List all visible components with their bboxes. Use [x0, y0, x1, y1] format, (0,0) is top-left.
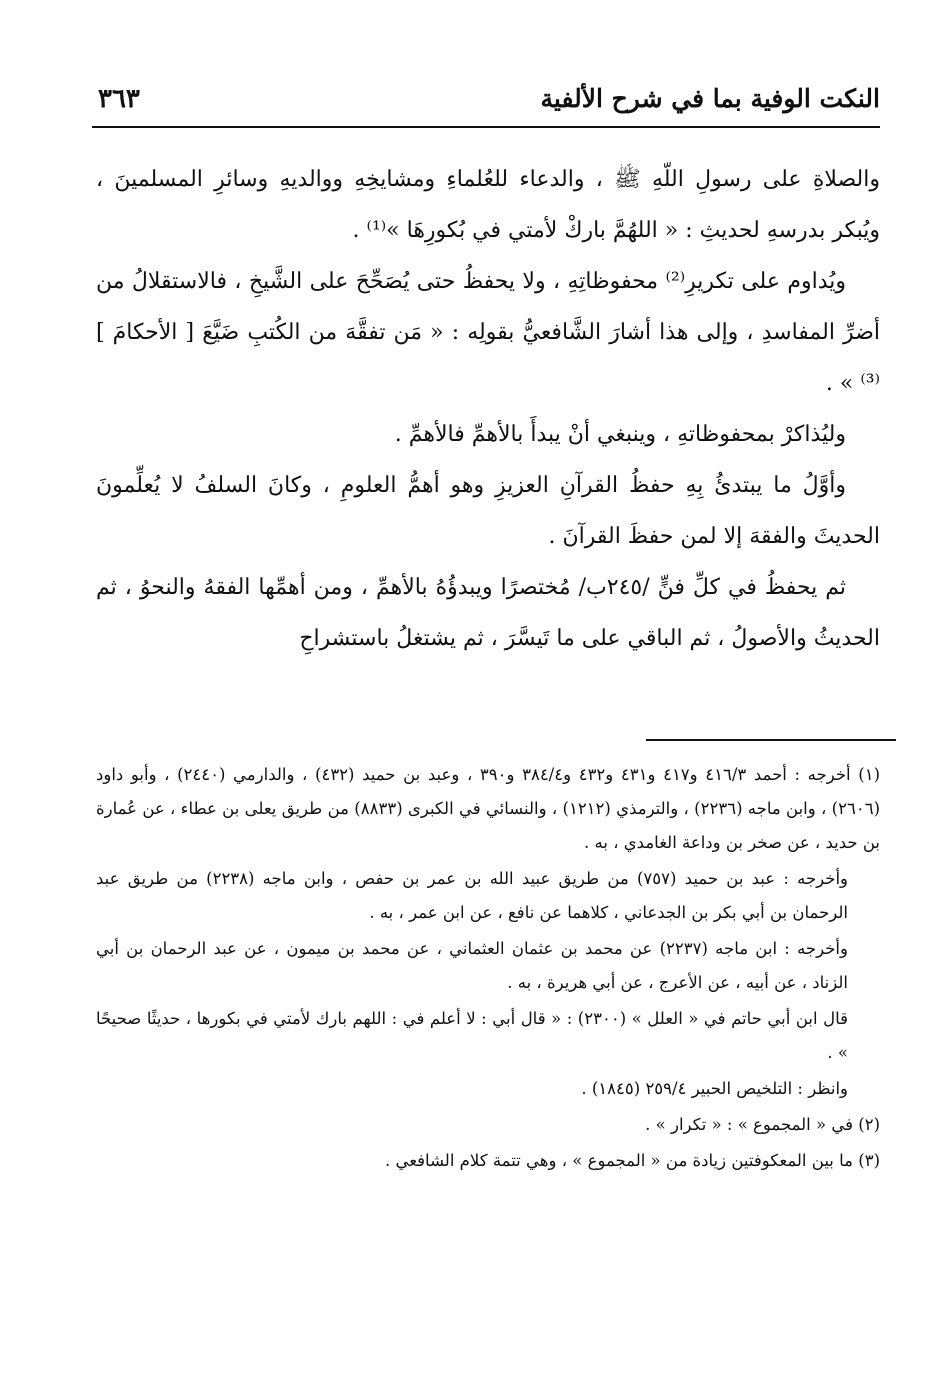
- footnote: (٣) ما بين المعكوفتين زيادة من « المجموع » ، وهي تتمة كلام الشافعي .: [384, 1151, 880, 1170]
- footnote: وأخرجه : ابن ماجه (٢٢٣٧) عن محمد بن عثمان العثماني ، عن محمد بن ميمون ، عن عبد الرحمان بن أبي الزناد ، عن أبيه ، عن الأعرج ، عن أبي هريرة ، به .: [96, 939, 848, 992]
- paragraph: والصلاةِ على رسولِ اللّهِ ﷺ ، والدعاء للعُلماءِ ومشايخِهِ ووالديهِ وسائرِ المسلمينَ ، ويُبكر بدرسهِ لحديثِ : « اللهُمَّ باركْ لأمتي في بُكورِهَا »⁽¹⁾ .: [96, 167, 880, 243]
- footnote: وأخرجه : عبد بن حميد (٧٥٧) من طريق عبيد الله بن عمر بن حفص ، وابن ماجه (٢٢٣٨) من طريق عبد الرحمان بن أبي بكر بن الجدعاني ، كلاهما عن نافع ، عن ابن عمر ، به .: [96, 869, 849, 922]
- page-number: ٣٦٣: [98, 84, 140, 114]
- paragraph: وليُذاكرْ بمحفوظاتهِ ، وينبغي أنْ يبدأَ بالأهمِّ فالأهمِّ .: [394, 422, 846, 447]
- main-text: [96, 154, 880, 664]
- footnote: وانظر : التلخيص الحبير ٢٥٩/٤ (١٨٤٥) .: [581, 1079, 848, 1098]
- footnote-divider: [646, 739, 896, 741]
- footnote: (٢) في « المجموع » : « تكرار » .: [645, 1115, 880, 1134]
- footnote: قال ابن أبي حاتم في « العلل » (٢٣٠٠) : « قال أبي : لا أعلم في : اللهم بارك لأمتي في بكورها ، حديثًا صحيحًا » .: [96, 1009, 848, 1062]
- footnote: (١) أخرجه : أحمد ٤١٦/٣ و٤١٧ و٤٣١ و٤٣٢ و٣٨٤/٤ و٣٩٠ ، وعبد بن حميد (٤٣٢) ، والدارمي (٢٤٤٠) ، وأبو داود (٢٦٠٦) ، وابن ماجه (٢٢٣٦) ، والترمذي (١٢١٢) ، والنسائي في الكبرى (٨٨٣٣) من طريق يعلى بن عطاء ، عن عُمارة بن حديد ، عن صخر بن وداعة الغامدي ، به .: [96, 765, 881, 852]
- paragraph: ثم يحفظُ في كلِّ فنٍّ /٢٤٥ب/ مُختصرًا ويبدؤُهُ بالأهمِّ ، ومن أهمِّها الفقهُ والنحوُ ، ثم الحديثُ والأصولُ ، ثم الباقي على ما تَيسَّرَ ، ثم يشتغلُ باستشراحِ: [96, 575, 880, 651]
- paragraph: ويُداوم على تكريرِ⁽²⁾ محفوظاتِهِ ، ولا يحفظُ حتى يُصَحِّحَ على الشَّيخِ ، فالاستقلالُ من أضرِّ المفاسدِ ، وإلى هذا أشارَ الشَّافعيُّ بقولِه : « مَن تفقَّهَ من الكُتبِ ضَيَّعَ [ الأحكامَ ]⁽³⁾ » .: [96, 269, 880, 396]
- running-title: النكت الوفية بما في شرح الألفية: [540, 84, 880, 113]
- paragraph: وأوَّلُ ما يبتدئُ بِهِ حفظُ القرآنِ العزيزِ وهو أهمُّ العلومِ ، وكانَ السلفُ لا يُعلِّمونَ الحديثَ والفقهَ إلا لمن حفظَ القرآنَ .: [96, 473, 880, 549]
- page-header: [92, 78, 880, 128]
- footnotes: [96, 758, 880, 1180]
